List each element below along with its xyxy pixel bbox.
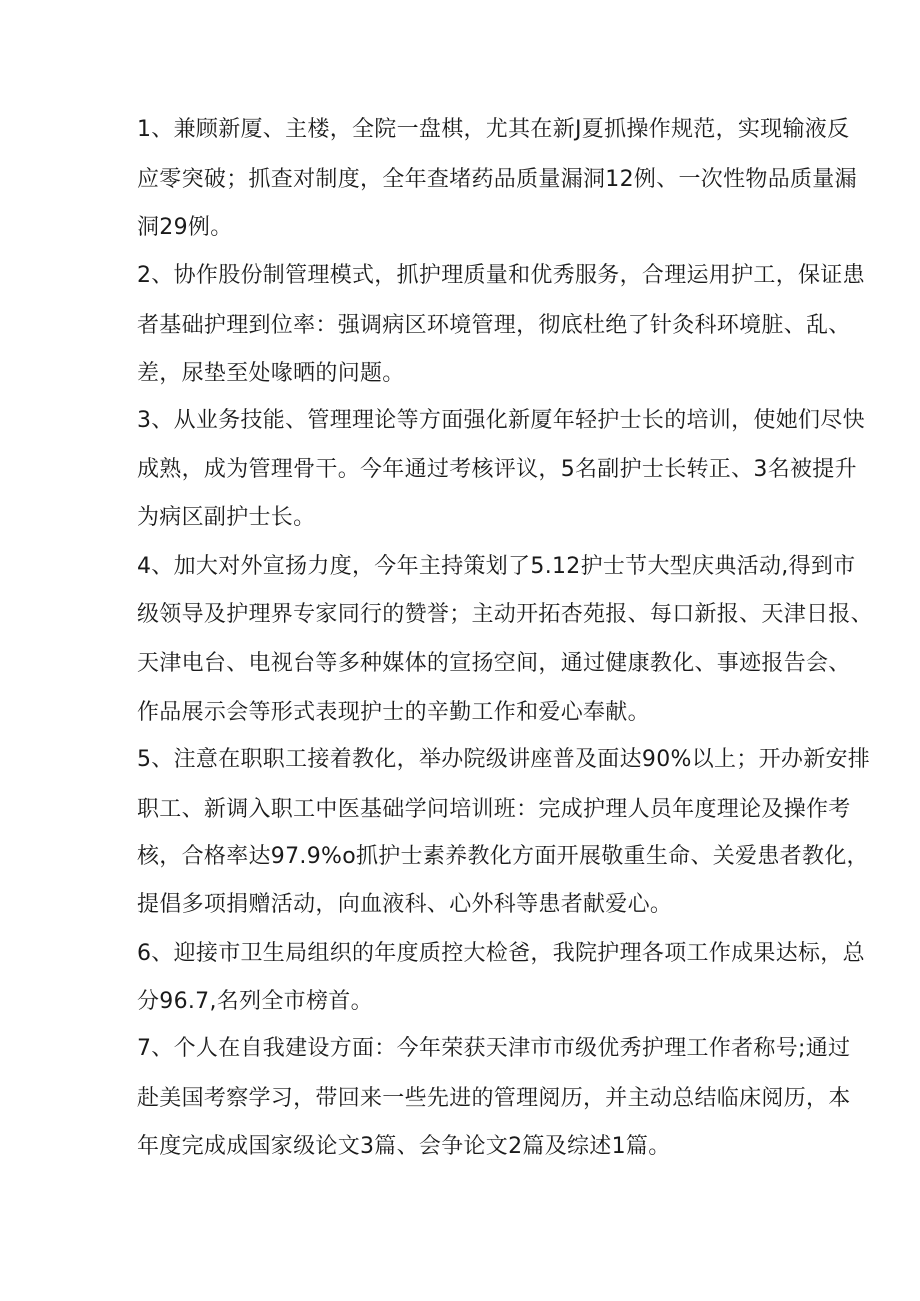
text-line: 应零突破；抓查对制度，全年查堵药品质量漏洞12例、一次性物品质量漏 [137, 167, 857, 192]
text-line: 职工、新调入职工中医基础学问培训班：完成护理人员年度理论及操作考 [137, 797, 851, 822]
text-line: 作品展示会等形式表现护士的辛勤工作和爱心奉献。 [137, 700, 650, 725]
text-line: 差，尿垫至处喙晒的问题。 [137, 361, 405, 386]
text-line: 洞29例。 [137, 215, 233, 240]
text-line: 级领导及护理界专家同行的赞誉；主动开拓杏苑报、每口新报、天津日报、 [137, 602, 873, 627]
text-line: 提倡多项捐赠活动，向血液科、心外科等患者献爱心。 [137, 892, 673, 917]
text-line: 年度完成成国家级论文3篇、会争论文2篇及综述1篇。 [137, 1134, 671, 1159]
text-line: 7、个人在自我建设方面：今年荣获天津市市级优秀护理工作者称号;通过 [137, 1036, 851, 1061]
text-line: 4、加大对外宣扬力度，今年主持策划了5.12护士节大型庆典活动,得到市 [137, 554, 856, 579]
text-line: 5、注意在职职工接着教化，举办院级讲座普及面达90%以上；开办新安排 [137, 747, 871, 772]
text-line: 为病区副护士长。 [137, 505, 316, 530]
text-line: 分96.7,名列全市榜首。 [137, 989, 373, 1014]
text-line: 成熟，成为管理骨干。今年通过考核评议，5名副护士长转正、3名被提升 [137, 457, 857, 482]
text-line: 6、迎接市卫生局组织的年度质控大检爸，我院护理各项工作成果达标，总 [137, 941, 865, 966]
text-line: 者基础护理到位率：强调病区环境管理，彻底杜绝了针灸科环境脏、乱、 [137, 313, 851, 338]
text-line: 赴美国考察学习，带回来一些先进的管理阅历，并主动总结临床阅历，本 [137, 1086, 851, 1111]
text-line: 1、兼顾新厦、主楼，全院一盘棋，尤其在新J夏抓操作规范，实现输液反 [137, 117, 850, 142]
text-line: 3、从业务技能、管理理论等方面强化新厦年轻护士长的培训，使她们尽快 [137, 408, 865, 433]
text-line: 天津电台、电视台等多种媒体的宣扬空间，通过健康教化、事迹报告会、 [137, 651, 851, 676]
text-line: 2、协作股份制管理模式，抓护理质量和优秀服务，合理运用护工，保证患 [137, 263, 865, 288]
text-line: 核，合格率达97.9%o抓护士素养教化方面开展敬重生命、关爱患者教化， [137, 844, 869, 869]
